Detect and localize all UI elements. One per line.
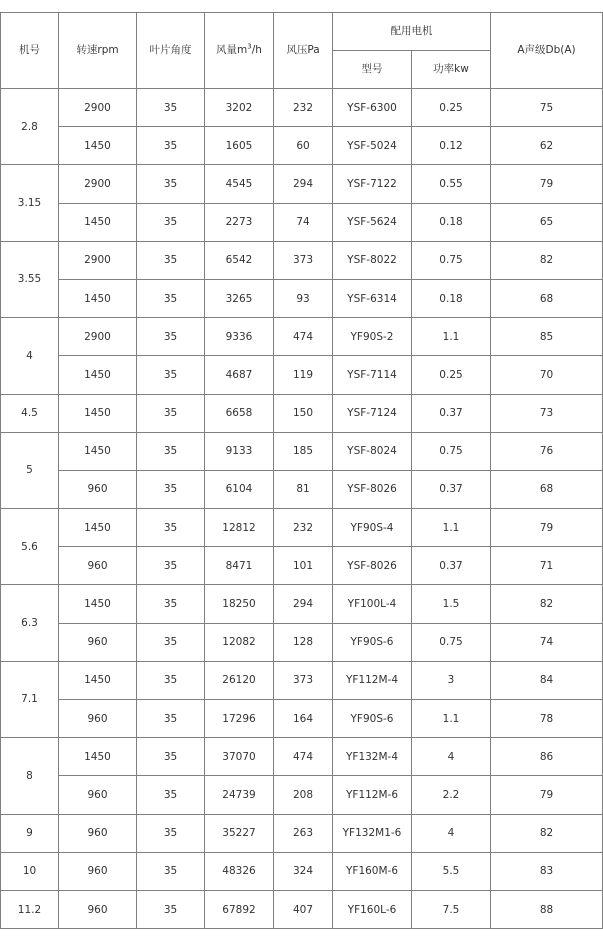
table-body bbox=[1, 89, 603, 929]
cell-machine-no: 5 bbox=[1, 432, 59, 508]
cell-machine-no: 3.15 bbox=[1, 165, 59, 241]
cell-speed: 1450 bbox=[59, 203, 137, 241]
cell-motor-power: 0.75 bbox=[412, 241, 491, 279]
cell-motor-power: 0.75 bbox=[412, 623, 491, 661]
cell-noise: 82 bbox=[491, 814, 603, 852]
cell-speed: 1450 bbox=[59, 394, 137, 432]
cell-speed: 1450 bbox=[59, 509, 137, 547]
cell-pressure: 294 bbox=[274, 165, 333, 203]
cell-speed: 2900 bbox=[59, 165, 137, 203]
cell-pressure: 294 bbox=[274, 585, 333, 623]
cell-blade-angle: 35 bbox=[137, 814, 205, 852]
cell-airflow: 37070 bbox=[205, 738, 274, 776]
fan-spec-table bbox=[0, 12, 603, 929]
cell-motor-model: YF90S-6 bbox=[333, 623, 412, 661]
cell-noise: 62 bbox=[491, 127, 603, 165]
cell-machine-no: 4.5 bbox=[1, 394, 59, 432]
cell-airflow: 9133 bbox=[205, 432, 274, 470]
cell-motor-power: 4 bbox=[412, 814, 491, 852]
cell-machine-no: 5.6 bbox=[1, 509, 59, 585]
cell-motor-model: YF90S-4 bbox=[333, 509, 412, 547]
cell-motor-power: 1.1 bbox=[412, 318, 491, 356]
cell-blade-angle: 35 bbox=[137, 585, 205, 623]
table-row bbox=[1, 432, 603, 470]
cell-noise: 84 bbox=[491, 661, 603, 699]
cell-speed: 960 bbox=[59, 814, 137, 852]
cell-noise: 73 bbox=[491, 394, 603, 432]
table-row bbox=[1, 547, 603, 585]
cell-noise: 88 bbox=[491, 890, 603, 928]
table-row bbox=[1, 700, 603, 738]
cell-airflow: 6542 bbox=[205, 241, 274, 279]
cell-blade-angle: 35 bbox=[137, 700, 205, 738]
cell-machine-no: 9 bbox=[1, 814, 59, 852]
cell-noise: 75 bbox=[491, 89, 603, 127]
cell-motor-model: YF112M-6 bbox=[333, 776, 412, 814]
cell-airflow: 3202 bbox=[205, 89, 274, 127]
table-row bbox=[1, 241, 603, 279]
cell-speed: 1450 bbox=[59, 432, 137, 470]
header-noise: A声级Db(A) bbox=[491, 13, 603, 89]
cell-pressure: 74 bbox=[274, 203, 333, 241]
cell-motor-power: 0.18 bbox=[412, 279, 491, 317]
cell-pressure: 232 bbox=[274, 509, 333, 547]
cell-blade-angle: 35 bbox=[137, 318, 205, 356]
cell-motor-power: 0.25 bbox=[412, 356, 491, 394]
cell-pressure: 150 bbox=[274, 394, 333, 432]
cell-noise: 74 bbox=[491, 623, 603, 661]
cell-pressure: 185 bbox=[274, 432, 333, 470]
cell-blade-angle: 35 bbox=[137, 776, 205, 814]
cell-blade-angle: 35 bbox=[137, 738, 205, 776]
cell-blade-angle: 35 bbox=[137, 279, 205, 317]
cell-noise: 71 bbox=[491, 547, 603, 585]
cell-speed: 960 bbox=[59, 470, 137, 508]
cell-motor-model: YF160M-6 bbox=[333, 852, 412, 890]
cell-airflow: 1605 bbox=[205, 127, 274, 165]
cell-machine-no: 4 bbox=[1, 318, 59, 394]
cell-pressure: 60 bbox=[274, 127, 333, 165]
cell-speed: 960 bbox=[59, 700, 137, 738]
cell-motor-power: 2.2 bbox=[412, 776, 491, 814]
table-row bbox=[1, 814, 603, 852]
table-row bbox=[1, 661, 603, 699]
cell-blade-angle: 35 bbox=[137, 661, 205, 699]
table-row bbox=[1, 203, 603, 241]
cell-blade-angle: 35 bbox=[137, 432, 205, 470]
cell-motor-power: 4 bbox=[412, 738, 491, 776]
cell-blade-angle: 35 bbox=[137, 241, 205, 279]
header-speed: 转速rpm bbox=[59, 13, 137, 89]
cell-speed: 1450 bbox=[59, 356, 137, 394]
cell-motor-model: YSF-5024 bbox=[333, 127, 412, 165]
table-row bbox=[1, 279, 603, 317]
cell-speed: 960 bbox=[59, 776, 137, 814]
cell-machine-no: 6.3 bbox=[1, 585, 59, 661]
table-row bbox=[1, 470, 603, 508]
cell-motor-power: 0.55 bbox=[412, 165, 491, 203]
table-row bbox=[1, 394, 603, 432]
header-airflow-prefix: 风量m bbox=[216, 44, 248, 57]
cell-airflow: 3265 bbox=[205, 279, 274, 317]
cell-blade-angle: 35 bbox=[137, 547, 205, 585]
table-row bbox=[1, 127, 603, 165]
cell-noise: 79 bbox=[491, 776, 603, 814]
cell-noise: 79 bbox=[491, 165, 603, 203]
cell-motor-model: YF112M-4 bbox=[333, 661, 412, 699]
cell-noise: 70 bbox=[491, 356, 603, 394]
cell-pressure: 128 bbox=[274, 623, 333, 661]
cell-blade-angle: 35 bbox=[137, 356, 205, 394]
cell-pressure: 474 bbox=[274, 318, 333, 356]
cell-motor-model: YSF-7124 bbox=[333, 394, 412, 432]
header-row-1 bbox=[1, 13, 603, 51]
cell-noise: 68 bbox=[491, 470, 603, 508]
cell-motor-model: YF90S-2 bbox=[333, 318, 412, 356]
cell-airflow: 35227 bbox=[205, 814, 274, 852]
cell-machine-no: 7.1 bbox=[1, 661, 59, 737]
cell-pressure: 474 bbox=[274, 738, 333, 776]
cell-noise: 78 bbox=[491, 700, 603, 738]
cell-motor-power: 0.25 bbox=[412, 89, 491, 127]
cell-motor-model: YSF-5624 bbox=[333, 203, 412, 241]
cell-blade-angle: 35 bbox=[137, 890, 205, 928]
cell-motor-model: YF132M1-6 bbox=[333, 814, 412, 852]
table-row bbox=[1, 890, 603, 928]
cell-speed: 1450 bbox=[59, 738, 137, 776]
cell-motor-power: 7.5 bbox=[412, 890, 491, 928]
cell-blade-angle: 35 bbox=[137, 203, 205, 241]
cell-pressure: 101 bbox=[274, 547, 333, 585]
header-airflow bbox=[205, 13, 274, 89]
cell-speed: 960 bbox=[59, 623, 137, 661]
cell-machine-no: 11.2 bbox=[1, 890, 59, 928]
table-row bbox=[1, 776, 603, 814]
cell-noise: 76 bbox=[491, 432, 603, 470]
cell-airflow: 4545 bbox=[205, 165, 274, 203]
cell-blade-angle: 35 bbox=[137, 852, 205, 890]
header-motor-model: 型号 bbox=[333, 51, 412, 89]
cell-airflow: 12082 bbox=[205, 623, 274, 661]
cell-machine-no: 10 bbox=[1, 852, 59, 890]
cell-airflow: 18250 bbox=[205, 585, 274, 623]
table-row bbox=[1, 585, 603, 623]
cell-motor-model: YSF-7122 bbox=[333, 165, 412, 203]
cell-airflow: 4687 bbox=[205, 356, 274, 394]
cell-airflow: 2273 bbox=[205, 203, 274, 241]
cell-blade-angle: 35 bbox=[137, 470, 205, 508]
cell-machine-no: 3.55 bbox=[1, 241, 59, 317]
cell-blade-angle: 35 bbox=[137, 127, 205, 165]
cell-noise: 85 bbox=[491, 318, 603, 356]
cell-pressure: 81 bbox=[274, 470, 333, 508]
header-blade-angle: 叶片角度 bbox=[137, 13, 205, 89]
cell-motor-model: YF90S-6 bbox=[333, 700, 412, 738]
cell-motor-power: 0.12 bbox=[412, 127, 491, 165]
cell-airflow: 8471 bbox=[205, 547, 274, 585]
header-machine-no: 机号 bbox=[1, 13, 59, 89]
table-row bbox=[1, 318, 603, 356]
table-row bbox=[1, 623, 603, 661]
cell-machine-no: 8 bbox=[1, 738, 59, 814]
table-row bbox=[1, 509, 603, 547]
cell-motor-power: 1.1 bbox=[412, 509, 491, 547]
table-row bbox=[1, 852, 603, 890]
cell-motor-power: 0.18 bbox=[412, 203, 491, 241]
cell-motor-power: 3 bbox=[412, 661, 491, 699]
table-row bbox=[1, 89, 603, 127]
cell-noise: 83 bbox=[491, 852, 603, 890]
cell-speed: 2900 bbox=[59, 241, 137, 279]
cell-airflow: 24739 bbox=[205, 776, 274, 814]
cell-airflow: 6104 bbox=[205, 470, 274, 508]
cell-blade-angle: 35 bbox=[137, 623, 205, 661]
cell-speed: 960 bbox=[59, 852, 137, 890]
cell-airflow: 67892 bbox=[205, 890, 274, 928]
header-motor-group: 配用电机 bbox=[333, 13, 491, 51]
table-row bbox=[1, 738, 603, 776]
cell-motor-power: 0.37 bbox=[412, 470, 491, 508]
header-motor-power: 功率kw bbox=[412, 51, 491, 89]
cell-speed: 1450 bbox=[59, 127, 137, 165]
cell-airflow: 12812 bbox=[205, 509, 274, 547]
cell-blade-angle: 35 bbox=[137, 165, 205, 203]
cell-motor-model: YSF-8026 bbox=[333, 470, 412, 508]
cell-airflow: 6658 bbox=[205, 394, 274, 432]
cell-airflow: 17296 bbox=[205, 700, 274, 738]
header-airflow-suffix: /h bbox=[251, 44, 262, 57]
cell-noise: 79 bbox=[491, 509, 603, 547]
cell-motor-model: YF160L-6 bbox=[333, 890, 412, 928]
header-pressure: 风压Pa bbox=[274, 13, 333, 89]
cell-speed: 960 bbox=[59, 890, 137, 928]
cell-noise: 82 bbox=[491, 241, 603, 279]
cell-motor-model: YSF-8022 bbox=[333, 241, 412, 279]
header-airflow-sup: 3 bbox=[247, 42, 252, 51]
cell-speed: 1450 bbox=[59, 279, 137, 317]
cell-motor-model: YSF-6300 bbox=[333, 89, 412, 127]
cell-motor-model: YSF-8026 bbox=[333, 547, 412, 585]
table-row bbox=[1, 165, 603, 203]
cell-pressure: 93 bbox=[274, 279, 333, 317]
cell-noise: 86 bbox=[491, 738, 603, 776]
cell-airflow: 26120 bbox=[205, 661, 274, 699]
cell-airflow: 48326 bbox=[205, 852, 274, 890]
cell-speed: 960 bbox=[59, 547, 137, 585]
cell-motor-model: YF132M-4 bbox=[333, 738, 412, 776]
cell-motor-power: 1.5 bbox=[412, 585, 491, 623]
cell-speed: 2900 bbox=[59, 318, 137, 356]
cell-motor-model: YSF-7114 bbox=[333, 356, 412, 394]
cell-blade-angle: 35 bbox=[137, 509, 205, 547]
cell-motor-model: YSF-8024 bbox=[333, 432, 412, 470]
cell-pressure: 232 bbox=[274, 89, 333, 127]
cell-noise: 65 bbox=[491, 203, 603, 241]
cell-blade-angle: 35 bbox=[137, 394, 205, 432]
cell-pressure: 208 bbox=[274, 776, 333, 814]
cell-pressure: 119 bbox=[274, 356, 333, 394]
cell-motor-power: 0.75 bbox=[412, 432, 491, 470]
cell-motor-power: 0.37 bbox=[412, 547, 491, 585]
cell-airflow: 9336 bbox=[205, 318, 274, 356]
cell-pressure: 324 bbox=[274, 852, 333, 890]
cell-pressure: 263 bbox=[274, 814, 333, 852]
cell-speed: 1450 bbox=[59, 661, 137, 699]
cell-motor-model: YSF-6314 bbox=[333, 279, 412, 317]
cell-machine-no: 2.8 bbox=[1, 89, 59, 165]
table-row bbox=[1, 356, 603, 394]
cell-pressure: 373 bbox=[274, 241, 333, 279]
cell-motor-power: 5.5 bbox=[412, 852, 491, 890]
cell-blade-angle: 35 bbox=[137, 89, 205, 127]
cell-motor-power: 0.37 bbox=[412, 394, 491, 432]
cell-pressure: 164 bbox=[274, 700, 333, 738]
cell-motor-power: 1.1 bbox=[412, 700, 491, 738]
cell-pressure: 373 bbox=[274, 661, 333, 699]
cell-motor-model: YF100L-4 bbox=[333, 585, 412, 623]
cell-speed: 1450 bbox=[59, 585, 137, 623]
cell-pressure: 407 bbox=[274, 890, 333, 928]
cell-noise: 68 bbox=[491, 279, 603, 317]
cell-speed: 2900 bbox=[59, 89, 137, 127]
cell-noise: 82 bbox=[491, 585, 603, 623]
